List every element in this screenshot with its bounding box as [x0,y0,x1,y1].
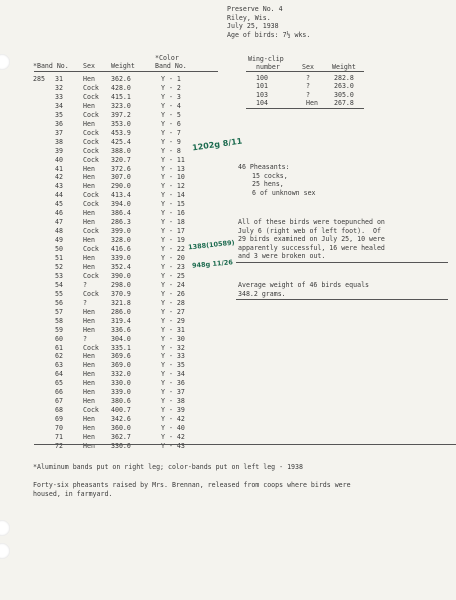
table-cell-weight: 319.4 [111,316,131,325]
table-cell-weight: 416.6 [111,245,131,254]
table-cell-sex: Cock [83,271,99,280]
wing-cell-sex: ? [306,90,310,99]
col-header-color-band-no: Band No. [155,62,187,70]
table-cell-band: 60 [55,334,63,343]
table-cell-color: Y - 28 [161,298,185,307]
table-cell-sex: Hen [83,101,95,110]
table-cell-weight: 380.6 [111,397,131,406]
table-cell-band: 56 [55,298,63,307]
wing-header-weight: Weight [332,63,356,71]
table-cell-sex: Hen [83,254,95,262]
table-cell-sex: Hen [83,218,95,227]
table-cell-band: 59 [55,325,63,334]
table-cell-weight: 339.0 [111,388,131,397]
table-cell-sex: ? [83,298,87,307]
table-cell-weight: 330.0 [111,441,131,450]
table-cell-color: Y - 26 [161,289,185,298]
table-cell-band: 72 [55,441,63,450]
toepunch-line-3: 29 birds examined on July 25, 10 were [238,235,385,244]
table-cell-sex: Cock [83,191,99,200]
table-cell-weight: 386.4 [111,209,131,218]
table-cell-sex: Hen [83,379,95,388]
wing-cell-weight: 282.8 [334,74,354,82]
average-rule [236,299,448,300]
table-cell-weight: 342.6 [111,415,131,424]
table-cell-band: 35 [55,110,63,119]
table-cell-sex: Cock [83,227,99,236]
wing-cell-sex: ? [306,74,310,82]
table-cell-band: 67 [55,397,63,406]
table-cell-band: 57 [55,307,63,316]
table-cell-weight: 394.0 [111,200,131,209]
table-cell-sex: Hen [83,441,95,450]
table-cell-band: 34 [55,101,63,110]
table-cell-weight: 332.0 [111,370,131,379]
table-cell-sex: Cock [83,137,99,146]
table-cell-sex: Hen [83,361,95,370]
table-cell-color: Y - 27 [161,307,185,316]
table-cell-band: 45 [55,200,63,209]
table-cell-weight: 388.0 [111,146,131,155]
table-cell-weight: 339.0 [111,254,131,262]
left-table-header-rule [34,71,218,72]
wing-header-rule [246,71,364,72]
table-cell-band: 66 [55,388,63,397]
average-note [238,281,369,298]
table-cell-sex: Cock [83,146,99,155]
wing-cell-sex: ? [306,82,310,91]
table-cell-weight: 335.1 [111,343,131,352]
table-cell-weight: 320.7 [111,155,131,164]
table-cell-color: Y - 7 [161,128,181,137]
table-cell-color: Y - 15 [161,200,185,209]
table-cell-color: Y - 4 [161,101,181,110]
table-cell-weight: 390.0 [111,271,131,280]
toepunch-line-4: apparently successful, 16 were healed [238,243,385,252]
toepunch-line-1: All of these birds were toepunched on [238,218,385,226]
table-cell-color: Y - 30 [161,334,185,343]
table-cell-sex: Hen [83,173,95,182]
punch-hole-lower-2 [0,543,10,559]
table-cell-weight: 286.0 [111,307,131,316]
table-cell-color: Y - 32 [161,343,185,352]
wing-header-top: Wing-clip [248,55,284,63]
table-cell-sex: Cock [83,406,99,415]
table-cell-sex: Cock [83,128,99,137]
table-cell-band: 69 [55,415,63,424]
table-cell-sex: Hen [83,209,95,218]
summary-block [238,163,316,197]
table-cell-weight: 399.0 [111,227,131,236]
table-cell-sex: Cock [83,289,99,298]
summary-unknown: 6 of unknown sex [252,188,316,197]
table-cell-band: 50 [55,245,63,254]
table-cell-color: Y - 38 [161,397,185,406]
table-cell-sex: Hen [83,307,95,316]
table-cell-sex: Hen [83,119,95,128]
table-cell-weight: 413.4 [111,191,131,200]
table-cell-band: 40 [55,155,63,164]
table-cell-color: Y - 19 [161,236,185,245]
table-cell-color: Y - 2 [161,83,181,92]
table-cell-color: Y - 16 [161,209,185,218]
table-cell-color: Y - 37 [161,388,185,397]
table-cell-sex: Hen [83,325,95,334]
table-cell-color: Y - 34 [161,370,185,379]
table-cell-color: Y - 40 [161,424,185,433]
table-cell-weight: 328.0 [111,236,131,245]
col-header-band-no: *Band No. [33,62,69,70]
table-cell-weight: 353.0 [111,119,131,128]
table-cell-sex: Hen [83,316,95,325]
table-cell-band: 62 [55,352,63,361]
summary-hens: 25 hens, [252,180,284,189]
table-cell-weight: 360.0 [111,424,131,433]
table-cell-weight: 321.8 [111,298,131,307]
wing-cell-weight: 263.0 [334,82,354,91]
table-cell-weight: 304.0 [111,334,131,343]
wing-cell-weight: 305.0 [334,90,354,99]
table-cell-band: 58 [55,316,63,325]
table-cell-band: 41 [55,164,63,173]
table-cell-color: Y - 13 [161,164,185,173]
table-cell-band: 51 [55,254,63,262]
table-cell-sex: Hen [83,75,95,83]
table-cell-sex: Hen [83,370,95,379]
table-cell-color: Y - 33 [161,352,185,361]
wing-cell-num: 104 [256,99,268,108]
wing-cell-num: 100 [256,74,268,82]
table-cell-color: Y - 11 [161,155,185,164]
table-cell-sex: Cock [83,110,99,119]
table-cell-color: Y - 14 [161,191,185,200]
table-cell-weight: 352.4 [111,262,131,271]
table-cell-band: 43 [55,182,63,191]
table-cell-band: 70 [55,424,63,433]
average-line-1: Average weight of 46 birds equals [238,281,370,289]
table-cell-sex: ? [83,280,87,289]
table-cell-color: Y - 1 [161,75,181,83]
table-cell-band: 61 [55,343,63,352]
table-cell-color: Y - 6 [161,119,181,128]
table-cell-weight: 400.7 [111,406,131,415]
table-cell-sex: Hen [83,352,95,361]
handwritten-note-band-50: 1388(10589) [187,238,235,252]
table-cell-sex: Hen [83,236,95,245]
table-cell-sex: Cock [83,155,99,164]
table-cell-sex: ? [83,334,87,343]
table-cell-sex: Hen [83,433,95,441]
table-cell-sex: Cock [83,245,99,254]
table-cell-weight: 370.9 [111,289,131,298]
handwritten-note-band-39: 1202g 8/11 [191,136,243,153]
table-cell-sex: Cock [83,83,99,92]
table-cell-sex: Hen [83,424,95,433]
table-cell-band: 48 [55,227,63,236]
table-cell-weight: 323.0 [111,101,131,110]
table-cell-weight: 336.6 [111,325,131,334]
table-cell-sex: Hen [83,388,95,397]
table-cell-color: Y - 35 [161,361,185,370]
summary-cocks: 15 cocks, [252,171,288,180]
wing-cell-num: 101 [256,82,268,91]
table-cell-color: Y - 8 [161,146,181,155]
table-cell-color: Y - 39 [161,406,185,415]
table-cell-weight: 397.2 [111,110,131,119]
table-cell-color: Y - 17 [161,227,185,236]
handwritten-note-band-52: 948g 11/26 [191,258,234,270]
table-cell-band: 49 [55,236,63,245]
table-cell-sex: Hen [83,262,95,271]
wing-cell-weight: 267.8 [334,99,354,108]
wing-cell-sex: Hen [306,99,318,108]
table-cell-color: Y - 12 [161,182,185,191]
closing-line-2: housed, in farmyard. [33,490,113,498]
table-cell-sex: Cock [83,92,99,101]
toepunch-line-2: July 6 (right web of left foot). Of [238,226,381,235]
table-cell-color: Y - 3 [161,92,181,101]
col-header-sex: Sex [83,62,95,70]
table-cell-weight: 453.9 [111,128,131,137]
header-age: Age of birds: 7½ wks. [227,30,311,39]
table-cell-band: 33 [55,92,63,101]
table-cell-color: Y - 42 [161,433,185,441]
table-cell-color: Y - 20 [161,254,185,262]
table-cell-weight: 415.1 [111,92,131,101]
table-cell-band: 71 [55,433,63,441]
table-cell-color: Y - 42 [161,415,185,424]
table-cell-sex: Hen [83,415,95,424]
table-cell-band: 63 [55,361,63,370]
toepunch-note [238,218,385,261]
table-cell-color: Y - 29 [161,316,185,325]
table-cell-color: Y - 5 [161,110,181,119]
table-cell-band: 64 [55,370,63,379]
table-cell-weight: 362.7 [111,433,131,441]
toepunch-rule [236,262,448,263]
table-cell-band: 36 [55,119,63,128]
col-header-color-top: *Color [155,54,179,62]
table-cell-band: 42 [55,173,63,182]
table-cell-color: Y - 43 [161,441,185,450]
table-cell-weight: 369.6 [111,352,131,361]
wing-cell-num: 103 [256,90,268,99]
wing-header-sex: Sex [302,63,314,71]
table-cell-sex: Hen [83,164,95,173]
table-cell-weight: 330.0 [111,379,131,388]
table-cell-band: 38 [55,137,63,146]
table-cell-pre: 285 [33,75,45,83]
punch-hole-lower-1 [0,520,10,536]
wing-header-number: number [256,63,280,71]
table-cell-color: Y - 9 [161,137,181,146]
table-cell-band: 53 [55,271,63,280]
table-cell-weight: 372.6 [111,164,131,173]
closing-line-1: Forty-six pheasants raised by Mrs. Brennan, released from coops where birds were [33,481,351,489]
table-cell-color: Y - 10 [161,173,185,182]
table-cell-color: Y - 23 [161,262,185,271]
table-cell-band: 46 [55,209,63,218]
punch-hole-top [0,54,10,70]
table-cell-band: 52 [55,262,63,271]
table-cell-color: Y - 31 [161,325,185,334]
table-cell-band: 44 [55,191,63,200]
table-cell-color: Y - 36 [161,379,185,388]
table-cell-band: 55 [55,289,63,298]
table-cell-weight: 362.6 [111,75,131,83]
table-cell-weight: 298.0 [111,280,131,289]
table-cell-weight: 290.0 [111,182,131,191]
table-cell-band: 32 [55,83,63,92]
summary-count: 46 Pheasants: [238,163,290,171]
table-cell-sex: Cock [83,200,99,209]
header-location: Riley, Wis. [227,13,271,22]
table-cell-sex: Hen [83,182,95,191]
left-table-bottom-rule [34,444,456,445]
table-cell-band: 65 [55,379,63,388]
table-cell-band: 39 [55,146,63,155]
toepunch-line-5: and 3 were broken out. [238,252,326,261]
document-header [227,5,310,39]
col-header-weight: Weight [111,62,135,70]
table-cell-band: 54 [55,280,63,289]
table-cell-weight: 369.0 [111,361,131,370]
table-cell-weight: 428.0 [111,83,131,92]
table-cell-color: Y - 18 [161,218,185,227]
table-cell-band: 31 [55,75,63,83]
table-cell-weight: 307.0 [111,173,131,182]
table-cell-band: 37 [55,128,63,137]
table-cell-band: 68 [55,406,63,415]
table-cell-sex: Cock [83,343,99,352]
table-cell-color: Y - 25 [161,271,185,280]
table-cell-weight: 286.3 [111,218,131,227]
table-cell-weight: 425.4 [111,137,131,146]
header-date: July 25, 1938 [227,22,279,30]
table-cell-sex: Hen [83,397,95,406]
average-line-2: 348.2 grams. [238,289,286,298]
table-cell-band: 47 [55,218,63,227]
wing-bottom-rule [246,108,364,109]
footnote: *Aluminum bands put on right leg; color-bands put on left leg - 1938 [33,463,303,471]
table-cell-color: Y - 24 [161,280,185,289]
table-cell-color: Y - 22 [161,245,185,254]
header-preserve: Preserve No. 4 [227,5,283,13]
